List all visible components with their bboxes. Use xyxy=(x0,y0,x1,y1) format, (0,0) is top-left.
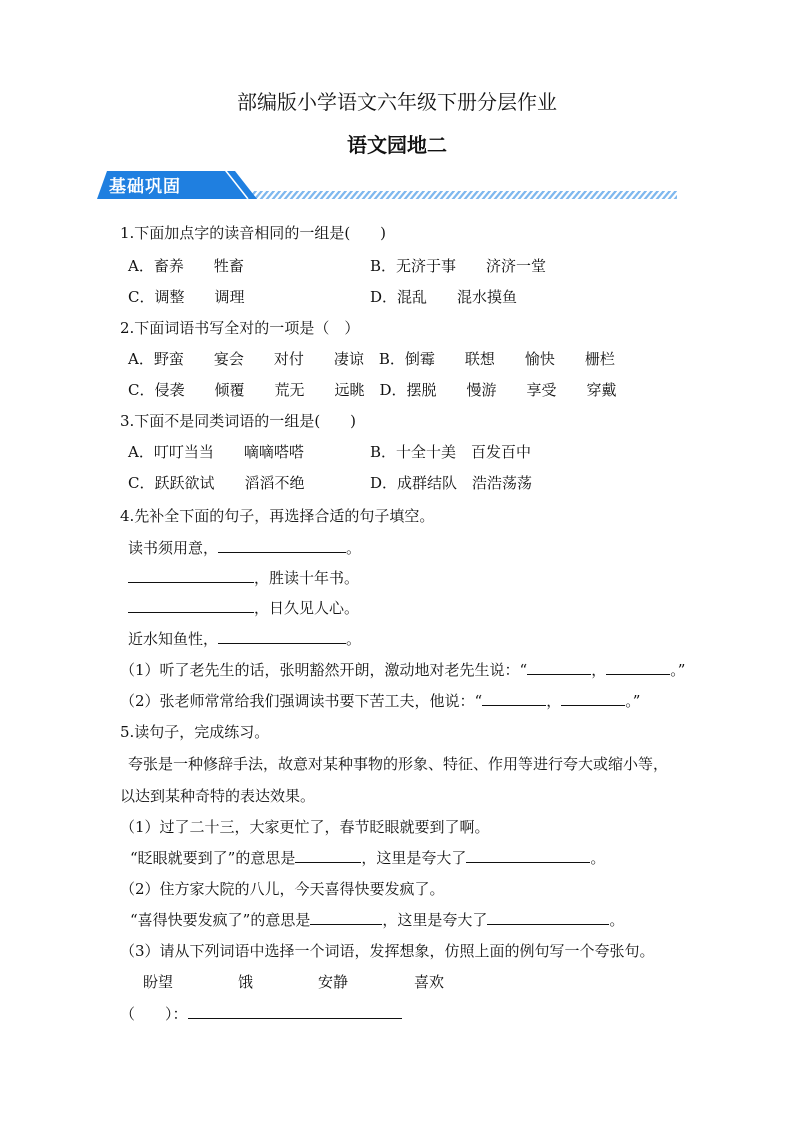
q5-word-2[interactable]: 饿 xyxy=(238,973,254,991)
page-title: 部编版小学语文六年级下册分层作业 xyxy=(237,90,557,114)
q4-part-2 xyxy=(120,690,640,711)
q5-i1-suffix: 。 xyxy=(590,849,606,867)
q4-sentence-3 xyxy=(128,597,359,618)
q4-p1-blank-2[interactable] xyxy=(606,660,670,675)
q4-part-1 xyxy=(120,659,685,680)
q2-options-ab[interactable]: A．野蛮 宴会 对付 凄谅 B．倒霉 联想 愉快 栅栏 xyxy=(128,350,615,368)
q5-word-1[interactable]: 盼望 xyxy=(143,973,174,991)
q5-i3-blank[interactable] xyxy=(188,1004,402,1019)
q5-i1-mid: ，这里是夸大了 xyxy=(361,849,467,867)
q5-intro-line-2: 以达到某种奇特的表达效果。 xyxy=(120,787,316,805)
q4-p2-blank-1[interactable] xyxy=(482,691,546,706)
q5-item-3-answer xyxy=(120,1003,402,1024)
q5-i2-prefix: “喜得快要发疯了”的意思是 xyxy=(130,911,311,929)
q4-stem: 4.先补全下面的句子，再选择合适的句子填空。 xyxy=(120,507,435,525)
q2-stem: 2.下面词语书写全对的一项是（ ） xyxy=(120,319,360,337)
q4-p2-comma: ， xyxy=(546,692,562,710)
banner-stripe-bar xyxy=(247,191,677,199)
q5-item-3: （3）请从下列词语中选择一个词语，发挥想象，仿照上面的例句写一个夸张句。 xyxy=(120,942,655,960)
q4-s1-prefix: 读书须用意， xyxy=(128,539,219,557)
q4-s4-prefix: 近水知鱼性， xyxy=(128,630,219,648)
q5-i1-prefix: “眨眼就要到了”的意思是 xyxy=(130,849,296,867)
q4-s4-blank[interactable] xyxy=(218,629,346,644)
q4-sentence-4 xyxy=(128,628,361,649)
q5-i2-blank-2[interactable] xyxy=(487,910,609,925)
q4-sentence-2 xyxy=(128,567,359,588)
q1-stem: 1.下面加点字的读音相同的一组是( ) xyxy=(120,224,387,242)
q4-s1-blank[interactable] xyxy=(218,538,346,553)
q4-s2-blank[interactable] xyxy=(128,568,254,583)
q4-s2-suffix: ，胜读十年书。 xyxy=(254,569,360,587)
banner-graphic xyxy=(97,171,687,203)
q5-word-4[interactable]: 喜欢 xyxy=(414,973,445,991)
q5-item-1-answer xyxy=(130,847,605,868)
q5-i2-blank-1[interactable] xyxy=(310,910,382,925)
q4-p1-comma: ， xyxy=(591,661,607,679)
q4-s4-suffix: 。 xyxy=(346,630,362,648)
q4-p2-prefix: （2）张老师常常给我们强调读书要下苦工夫，他说：“ xyxy=(120,692,483,710)
q4-s3-blank[interactable] xyxy=(128,598,254,613)
q4-p1-prefix: （1）听了老先生的话，张明豁然开朗，激动地对老先生说：“ xyxy=(120,661,528,679)
q3-option-b[interactable]: B．十全十美 百发百中 xyxy=(370,443,532,461)
q1-option-a[interactable]: A．畜养 牲畜 xyxy=(128,257,244,275)
q3-option-c[interactable]: C．跃跃欲试 滔滔不绝 xyxy=(128,474,305,492)
q5-item-2: （2）住方家大院的八儿，今天喜得快要发疯了。 xyxy=(120,880,445,898)
q1-option-b[interactable]: B．无济于事 济济一堂 xyxy=(370,257,547,275)
q5-stem: 5.读句子，完成练习。 xyxy=(120,723,270,741)
q5-item-1: （1）过了二十三，大家更忙了，春节眨眼就要到了啊。 xyxy=(120,818,490,836)
q5-i2-mid: ，这里是夸大了 xyxy=(382,911,488,929)
page-subtitle: 语文园地二 xyxy=(347,133,447,157)
q2-options-cd[interactable]: C．侵袭 倾覆 荒无 远眺 D．摆脱 慢游 享受 穿戴 xyxy=(128,381,617,399)
q3-option-d[interactable]: D．成群结队 浩浩荡荡 xyxy=(370,474,533,492)
q5-item-2-answer xyxy=(130,909,624,930)
q5-i1-blank-2[interactable] xyxy=(466,848,590,863)
q4-p2-blank-2[interactable] xyxy=(561,691,625,706)
q4-p1-suffix: 。” xyxy=(670,661,686,679)
q4-s3-suffix: ，日久见人心。 xyxy=(254,599,360,617)
q5-word-3[interactable]: 安静 xyxy=(318,973,349,991)
q1-option-d[interactable]: D．混乱 混水摸鱼 xyxy=(370,288,518,306)
q3-stem: 3.下面不是同类词语的一组是( ) xyxy=(120,412,357,430)
q5-i1-blank-1[interactable] xyxy=(295,848,361,863)
q5-intro-line-1: 夸张是一种修辞手法，故意对某种事物的形象、特征、作用等进行夸大或缩小等， xyxy=(128,755,669,773)
q3-option-a[interactable]: A．叮叮当当 嘀嘀嗒嗒 xyxy=(128,443,304,461)
q5-i2-suffix: 。 xyxy=(609,911,625,929)
section-banner xyxy=(97,171,687,203)
section-label: 基础巩固 xyxy=(109,177,181,197)
q5-i3-prefix: （ ）： xyxy=(120,1005,188,1023)
q4-s1-suffix: 。 xyxy=(346,539,362,557)
q4-sentence-1 xyxy=(128,537,361,558)
q4-p2-suffix: 。” xyxy=(625,692,641,710)
q4-p1-blank-1[interactable] xyxy=(527,660,591,675)
q1-option-c[interactable]: C．调整 调理 xyxy=(128,288,245,306)
